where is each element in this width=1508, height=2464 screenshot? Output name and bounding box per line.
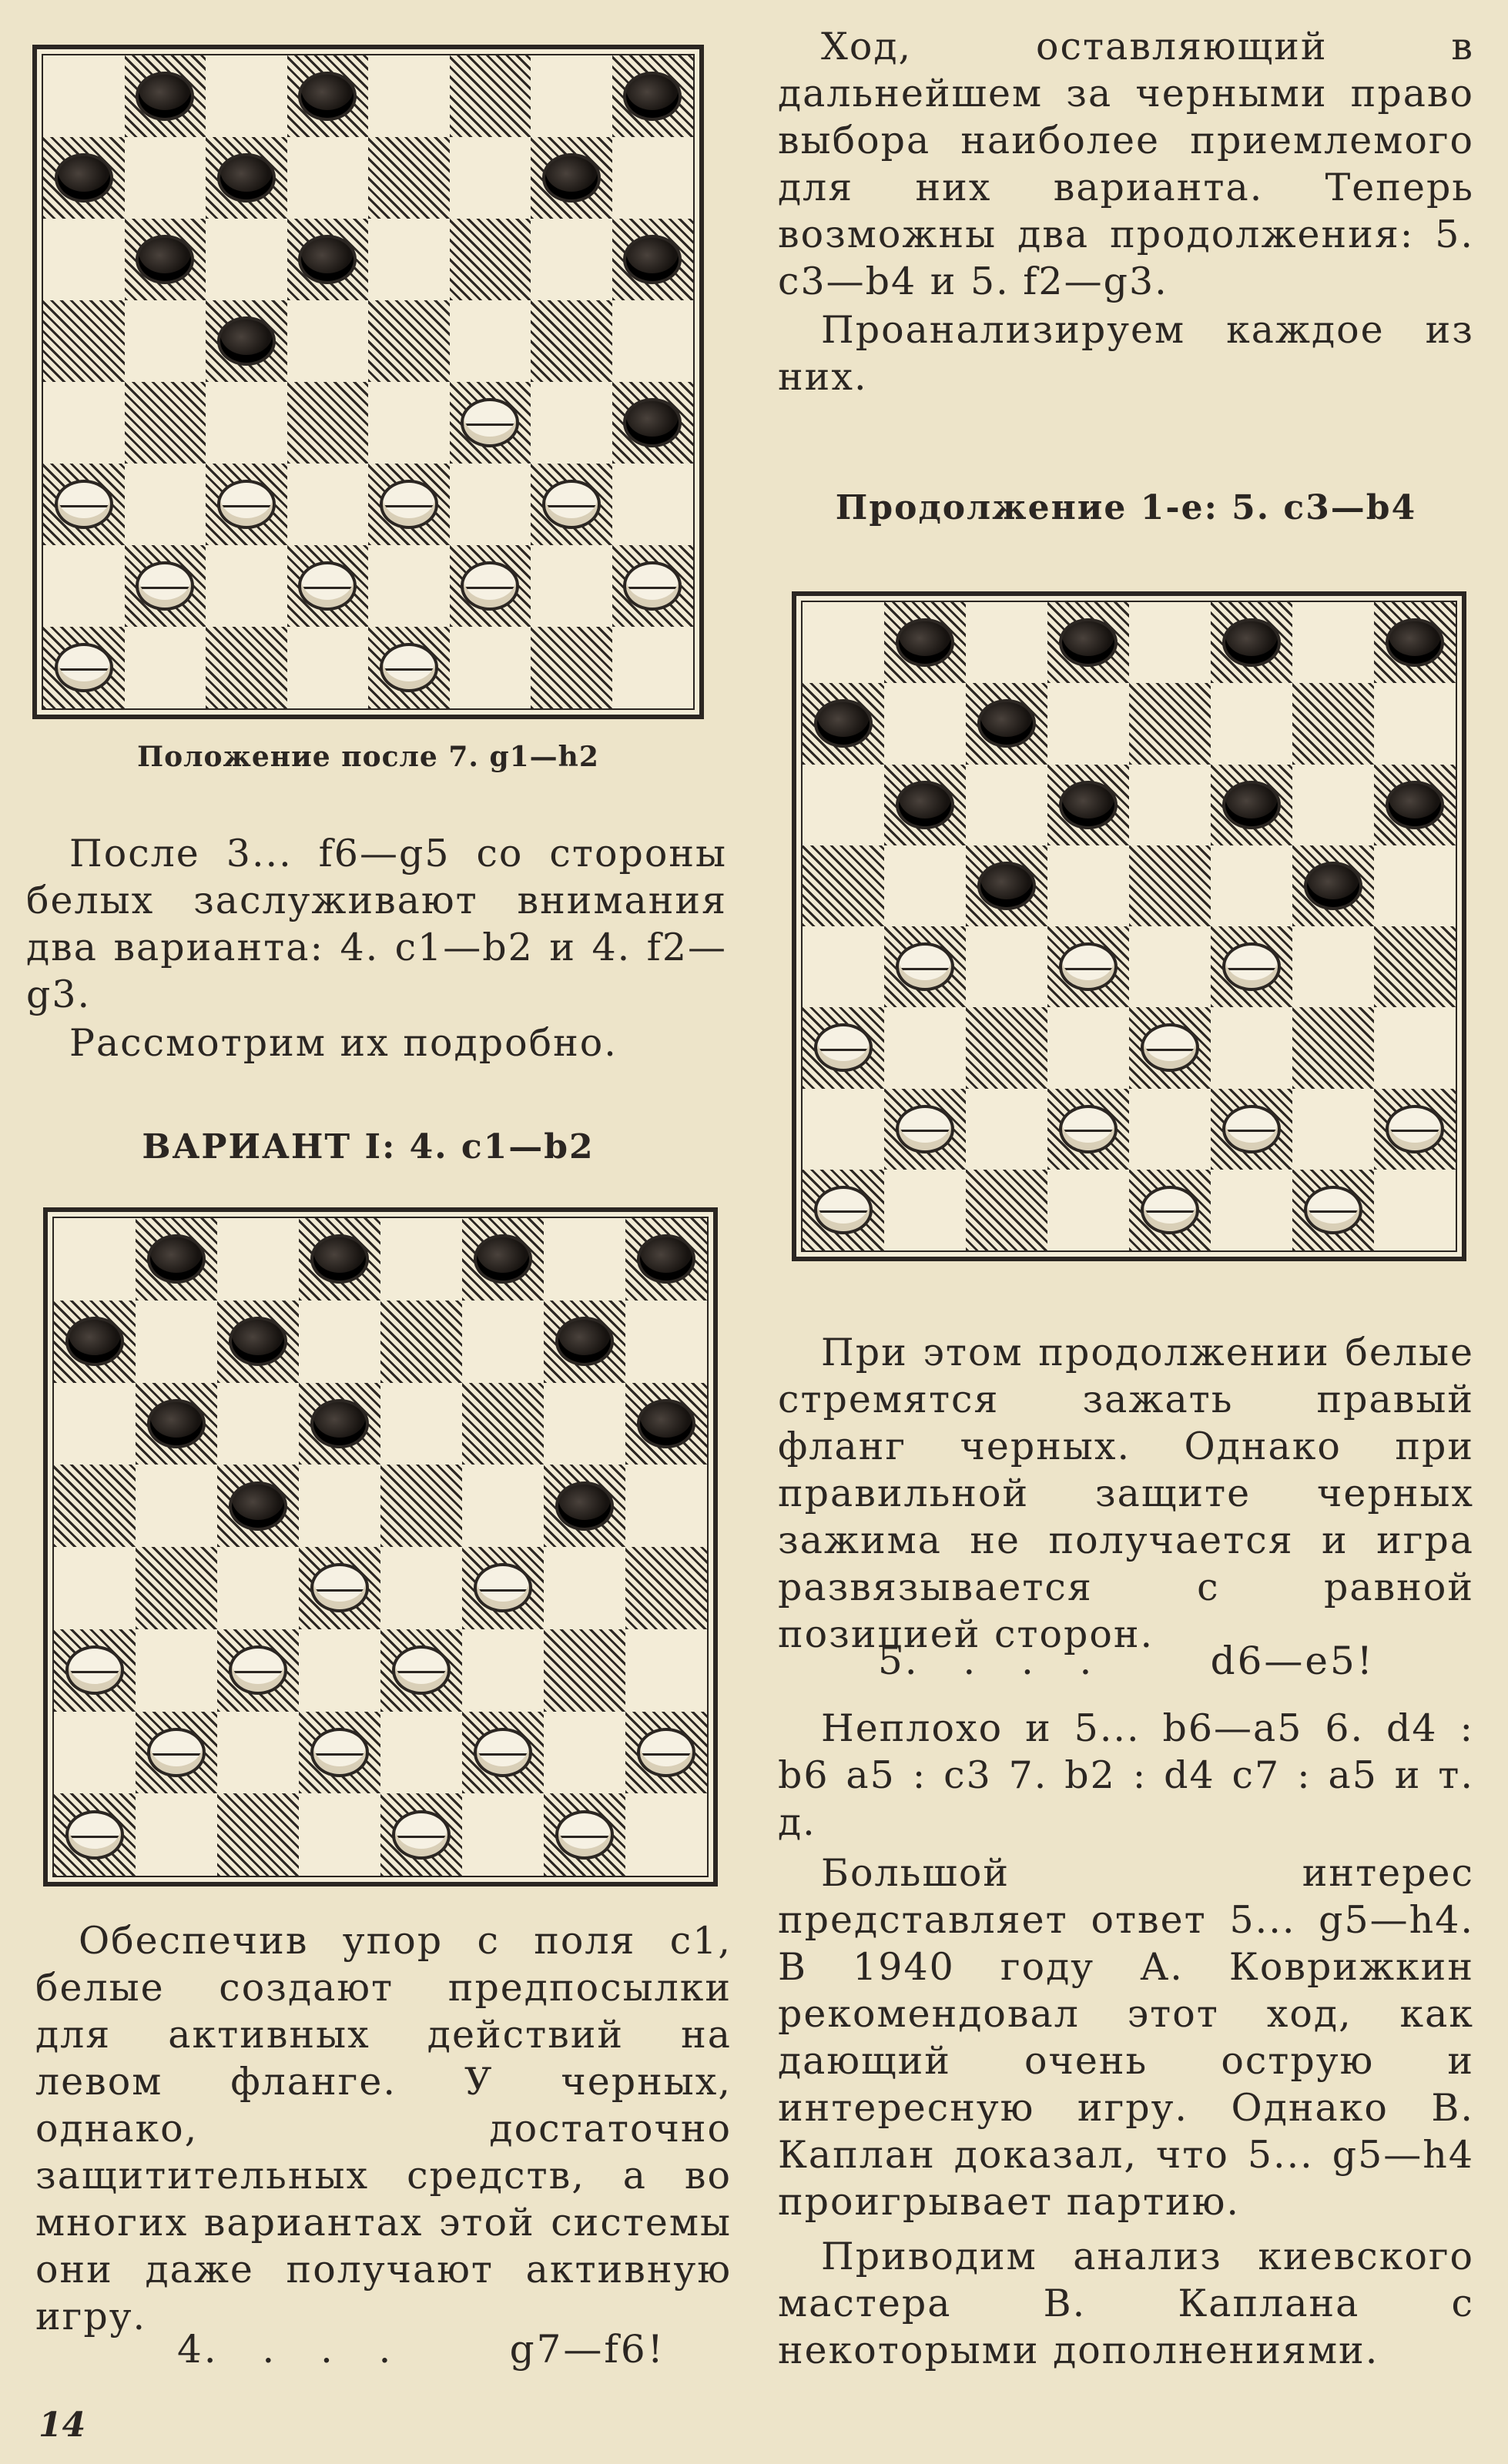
square-g2 (544, 1712, 625, 1794)
square-a3 (43, 464, 125, 545)
square-c8 (966, 602, 1047, 683)
square-d2 (299, 1712, 380, 1794)
white-checker (1059, 942, 1118, 991)
square-a4 (43, 382, 125, 464)
square-e2 (368, 545, 450, 627)
square-f8 (462, 1218, 544, 1301)
square-b1 (125, 627, 206, 708)
square-e7 (380, 1301, 462, 1383)
move-line: 4. . . . g7—f6! (177, 2327, 665, 2372)
section-heading: Продолжение 1-е: 5. c3—b4 (835, 488, 1417, 527)
square-g8 (1292, 602, 1374, 683)
square-h2 (625, 1712, 707, 1794)
square-d7 (287, 137, 369, 219)
square-b5 (125, 300, 206, 382)
square-a6 (803, 765, 884, 845)
square-f8 (1211, 602, 1292, 683)
square-f6 (450, 219, 531, 300)
square-h5 (612, 300, 694, 382)
square-h7 (1374, 683, 1456, 764)
square-h8 (612, 55, 694, 137)
square-f3 (1211, 1007, 1292, 1088)
square-a1 (43, 627, 125, 708)
paragraph: При этом продолжении белые стремятся зажать правый фланг черных. Однако при правильной защите черных зажима не получается и игра развязывается с равной позицией сторон. (778, 1331, 1474, 1656)
square-e3 (368, 464, 450, 545)
square-e3 (380, 1629, 462, 1712)
square-h6 (612, 219, 694, 300)
black-checker (136, 235, 194, 284)
black-checker (814, 699, 873, 748)
square-c5 (966, 845, 1047, 926)
black-checker (65, 1317, 124, 1366)
square-g5 (531, 300, 612, 382)
square-e6 (1129, 765, 1211, 845)
square-a6 (54, 1383, 136, 1465)
white-checker (298, 561, 357, 611)
square-b4 (125, 382, 206, 464)
square-a2 (54, 1712, 136, 1794)
square-d3 (287, 464, 369, 545)
black-checker (217, 153, 276, 203)
square-a2 (803, 1089, 884, 1170)
square-f4 (1211, 926, 1292, 1007)
square-a7 (54, 1301, 136, 1383)
square-d1 (299, 1793, 380, 1876)
black-checker (896, 618, 954, 667)
square-g2 (1292, 1089, 1374, 1170)
board-grid (801, 601, 1457, 1252)
black-checker (977, 699, 1036, 748)
square-h1 (1374, 1170, 1456, 1250)
square-c6 (206, 219, 287, 300)
square-b8 (136, 1218, 217, 1301)
black-checker (542, 153, 601, 203)
square-g1 (544, 1793, 625, 1876)
black-checker (637, 1234, 695, 1284)
square-d5 (287, 300, 369, 382)
white-checker (310, 1563, 369, 1612)
square-f5 (450, 300, 531, 382)
square-f7 (462, 1301, 544, 1383)
square-h3 (1374, 1007, 1456, 1088)
square-f5 (462, 1465, 544, 1547)
move-line: 5. . . . d6—e5! (878, 1639, 1375, 1683)
white-checker (623, 561, 682, 611)
square-e4 (380, 1547, 462, 1629)
square-c8 (206, 55, 287, 137)
white-checker (65, 1810, 124, 1860)
black-checker (310, 1234, 369, 1284)
black-checker (217, 316, 276, 366)
white-checker (380, 643, 438, 692)
square-f5 (1211, 845, 1292, 926)
square-h8 (625, 1218, 707, 1301)
square-g6 (544, 1383, 625, 1465)
white-checker (147, 1728, 206, 1777)
square-a8 (43, 55, 125, 137)
square-a5 (54, 1465, 136, 1547)
paragraph: После 3... f6—g5 со стороны белых заслуживают внимания два варианта: 4. c1—b2 и 4. f2—g3. (26, 832, 727, 1016)
square-h4 (625, 1547, 707, 1629)
white-checker (229, 1645, 287, 1695)
square-h5 (625, 1465, 707, 1547)
black-checker (623, 235, 682, 284)
square-b2 (125, 545, 206, 627)
white-checker (542, 480, 601, 529)
white-checker (1059, 1105, 1118, 1153)
square-c7 (206, 137, 287, 219)
square-g6 (1292, 765, 1374, 845)
square-f1 (462, 1793, 544, 1876)
diagram-board-1 (32, 45, 704, 719)
black-checker (147, 1399, 206, 1448)
white-checker (310, 1728, 369, 1777)
square-f3 (462, 1629, 544, 1712)
square-f6 (462, 1383, 544, 1465)
square-a7 (803, 683, 884, 764)
black-checker (229, 1481, 287, 1531)
square-a3 (803, 1007, 884, 1088)
square-b2 (884, 1089, 966, 1170)
white-checker (555, 1810, 614, 1860)
square-e5 (380, 1465, 462, 1547)
square-d5 (299, 1465, 380, 1547)
white-checker (1141, 1023, 1199, 1072)
black-checker (555, 1481, 614, 1531)
white-checker (392, 1810, 451, 1860)
white-checker (55, 480, 113, 529)
square-a8 (54, 1218, 136, 1301)
square-g7 (531, 137, 612, 219)
square-e1 (380, 1793, 462, 1876)
square-d1 (287, 627, 369, 708)
square-g5 (544, 1465, 625, 1547)
square-f1 (1211, 1170, 1292, 1250)
square-g4 (544, 1547, 625, 1629)
square-e7 (1129, 683, 1211, 764)
board-grid (42, 54, 695, 710)
square-e4 (368, 382, 450, 464)
square-g6 (531, 219, 612, 300)
square-h7 (625, 1301, 707, 1383)
square-h1 (612, 627, 694, 708)
square-f4 (450, 382, 531, 464)
square-a5 (803, 845, 884, 926)
square-c5 (206, 300, 287, 382)
white-checker (55, 643, 113, 692)
square-f8 (450, 55, 531, 137)
black-checker (977, 862, 1036, 910)
square-e1 (368, 627, 450, 708)
square-h4 (612, 382, 694, 464)
square-h4 (1374, 926, 1456, 1007)
square-e8 (1129, 602, 1211, 683)
square-g2 (531, 545, 612, 627)
white-checker (1304, 1186, 1362, 1234)
square-f7 (1211, 683, 1292, 764)
square-d2 (287, 545, 369, 627)
square-d8 (299, 1218, 380, 1301)
square-b6 (136, 1383, 217, 1465)
square-e5 (1129, 845, 1211, 926)
white-checker (637, 1728, 695, 1777)
square-f4 (462, 1547, 544, 1629)
square-a2 (43, 545, 125, 627)
square-f7 (450, 137, 531, 219)
square-c2 (966, 1089, 1047, 1170)
square-f2 (462, 1712, 544, 1794)
square-d6 (299, 1383, 380, 1465)
square-g8 (544, 1218, 625, 1301)
paragraph: Неплохо и 5... b6—a5 6. d4 : b6 a5 : c3 7. b2 : d4 c7 : a5 и т. д. (778, 1706, 1474, 1844)
square-g8 (531, 55, 612, 137)
white-checker (136, 561, 194, 611)
square-c8 (217, 1218, 299, 1301)
paragraph: Большой интерес представляет ответ 5... g5—h4. В 1940 году А. Коврижкин рекомендовал этот ход, как дающий очень острую и интересную игру. Однако В. Каплан доказал, что 5... g5—h4 проигрывает партию. (778, 1851, 1474, 2224)
square-c1 (217, 1793, 299, 1876)
square-g3 (544, 1629, 625, 1712)
square-h2 (612, 545, 694, 627)
square-g1 (1292, 1170, 1374, 1250)
square-b3 (884, 1007, 966, 1088)
square-b2 (136, 1712, 217, 1794)
square-h7 (612, 137, 694, 219)
diagram-board-3 (792, 591, 1466, 1261)
square-f3 (450, 464, 531, 545)
paragraph: Ход, оставляющий в дальнейшем за черными право выбора наиболее приемлемого для них варианта. Теперь возможны два продолжения: 5. c3—b4 и 5. f2—g3. (778, 25, 1474, 303)
white-checker (461, 561, 519, 611)
square-a1 (803, 1170, 884, 1250)
black-checker (1304, 862, 1362, 910)
black-checker (55, 153, 113, 203)
square-b4 (884, 926, 966, 1007)
white-checker (461, 398, 519, 447)
square-c6 (966, 765, 1047, 845)
square-f6 (1211, 765, 1292, 845)
black-checker (1222, 618, 1281, 667)
square-a6 (43, 219, 125, 300)
square-e5 (368, 300, 450, 382)
square-b4 (136, 1547, 217, 1629)
square-c3 (206, 464, 287, 545)
square-e3 (1129, 1007, 1211, 1088)
black-checker (1386, 781, 1444, 829)
square-d8 (1047, 602, 1129, 683)
white-checker (474, 1728, 532, 1777)
square-h3 (612, 464, 694, 545)
square-d2 (1047, 1089, 1129, 1170)
square-d4 (287, 382, 369, 464)
square-a8 (803, 602, 884, 683)
white-checker (474, 1563, 532, 1612)
white-checker (896, 942, 954, 991)
white-checker (65, 1645, 124, 1695)
square-e1 (1129, 1170, 1211, 1250)
page-number: 14 (39, 2405, 86, 2445)
square-b3 (136, 1629, 217, 1712)
square-f2 (1211, 1089, 1292, 1170)
square-e2 (380, 1712, 462, 1794)
square-b7 (884, 683, 966, 764)
square-e8 (380, 1218, 462, 1301)
square-a4 (54, 1547, 136, 1629)
section-heading: ВАРИАНТ I: 4. c1—b2 (142, 1127, 595, 1167)
square-b7 (125, 137, 206, 219)
white-checker (380, 480, 438, 529)
black-checker (310, 1399, 369, 1448)
black-checker (474, 1234, 532, 1284)
black-checker (623, 398, 682, 447)
white-checker (1222, 942, 1281, 991)
square-d8 (287, 55, 369, 137)
black-checker (136, 72, 194, 121)
square-a5 (43, 300, 125, 382)
black-checker (1222, 781, 1281, 829)
square-f2 (450, 545, 531, 627)
diagram-caption: Положение после 7. g1—h2 (137, 741, 599, 773)
square-g3 (1292, 1007, 1374, 1088)
square-e8 (368, 55, 450, 137)
square-b8 (884, 602, 966, 683)
square-b8 (125, 55, 206, 137)
square-g4 (531, 382, 612, 464)
square-a4 (803, 926, 884, 1007)
square-c3 (217, 1629, 299, 1712)
square-g3 (531, 464, 612, 545)
square-h5 (1374, 845, 1456, 926)
white-checker (1141, 1186, 1199, 1234)
black-checker (555, 1317, 614, 1366)
white-checker (1386, 1105, 1444, 1153)
black-checker (1386, 618, 1444, 667)
square-c4 (206, 382, 287, 464)
white-checker (896, 1105, 954, 1153)
paragraph: Приводим анализ киевского мастера В. Каплана с некоторыми дополнениями. (778, 2235, 1474, 2372)
square-d4 (299, 1547, 380, 1629)
square-g7 (1292, 683, 1374, 764)
square-a7 (43, 137, 125, 219)
square-d3 (1047, 1007, 1129, 1088)
square-b3 (125, 464, 206, 545)
square-c6 (217, 1383, 299, 1465)
square-b5 (136, 1465, 217, 1547)
black-checker (637, 1399, 695, 1448)
square-b1 (884, 1170, 966, 1250)
black-checker (896, 781, 954, 829)
square-c4 (966, 926, 1047, 1007)
square-b5 (884, 845, 966, 926)
square-d7 (299, 1301, 380, 1383)
square-d4 (1047, 926, 1129, 1007)
black-checker (298, 235, 357, 284)
square-g5 (1292, 845, 1374, 926)
square-e2 (1129, 1089, 1211, 1170)
square-e6 (380, 1383, 462, 1465)
white-checker (1222, 1105, 1281, 1153)
square-f1 (450, 627, 531, 708)
square-b6 (125, 219, 206, 300)
white-checker (814, 1023, 873, 1072)
square-c3 (966, 1007, 1047, 1088)
paragraph: Рассмотрим их подробно. (69, 1021, 618, 1065)
square-e6 (368, 219, 450, 300)
black-checker (229, 1317, 287, 1366)
square-c1 (966, 1170, 1047, 1250)
square-b6 (884, 765, 966, 845)
white-checker (814, 1186, 873, 1234)
square-d1 (1047, 1170, 1129, 1250)
square-b1 (136, 1793, 217, 1876)
black-checker (147, 1234, 206, 1284)
square-c5 (217, 1465, 299, 1547)
square-d3 (299, 1629, 380, 1712)
square-c7 (217, 1301, 299, 1383)
square-a1 (54, 1793, 136, 1876)
square-c2 (206, 545, 287, 627)
square-e7 (368, 137, 450, 219)
square-h8 (1374, 602, 1456, 683)
square-g1 (531, 627, 612, 708)
square-b7 (136, 1301, 217, 1383)
square-e4 (1129, 926, 1211, 1007)
square-c1 (206, 627, 287, 708)
square-c2 (217, 1712, 299, 1794)
black-checker (298, 72, 357, 121)
board-grid (52, 1217, 709, 1877)
white-checker (392, 1645, 451, 1695)
black-checker (623, 72, 682, 121)
black-checker (1059, 781, 1118, 829)
paragraph: Проанализируем каждое из них. (778, 308, 1474, 399)
square-h6 (1374, 765, 1456, 845)
square-d6 (1047, 765, 1129, 845)
square-a3 (54, 1629, 136, 1712)
square-h2 (1374, 1089, 1456, 1170)
white-checker (217, 480, 276, 529)
square-d7 (1047, 683, 1129, 764)
square-g4 (1292, 926, 1374, 1007)
square-c4 (217, 1547, 299, 1629)
square-h3 (625, 1629, 707, 1712)
square-c7 (966, 683, 1047, 764)
square-h6 (625, 1383, 707, 1465)
paragraph: Обеспечив упор с поля c1, белые создают предпосылки для активных действий на левом фланге. У черных, однако, достаточно защитительных средств, а во многих вариантах этой системы они даже получают активную игру. (35, 1919, 732, 2338)
square-d5 (1047, 845, 1129, 926)
square-h1 (625, 1793, 707, 1876)
diagram-board-2 (43, 1207, 718, 1886)
black-checker (1059, 618, 1118, 667)
square-g7 (544, 1301, 625, 1383)
square-d6 (287, 219, 369, 300)
